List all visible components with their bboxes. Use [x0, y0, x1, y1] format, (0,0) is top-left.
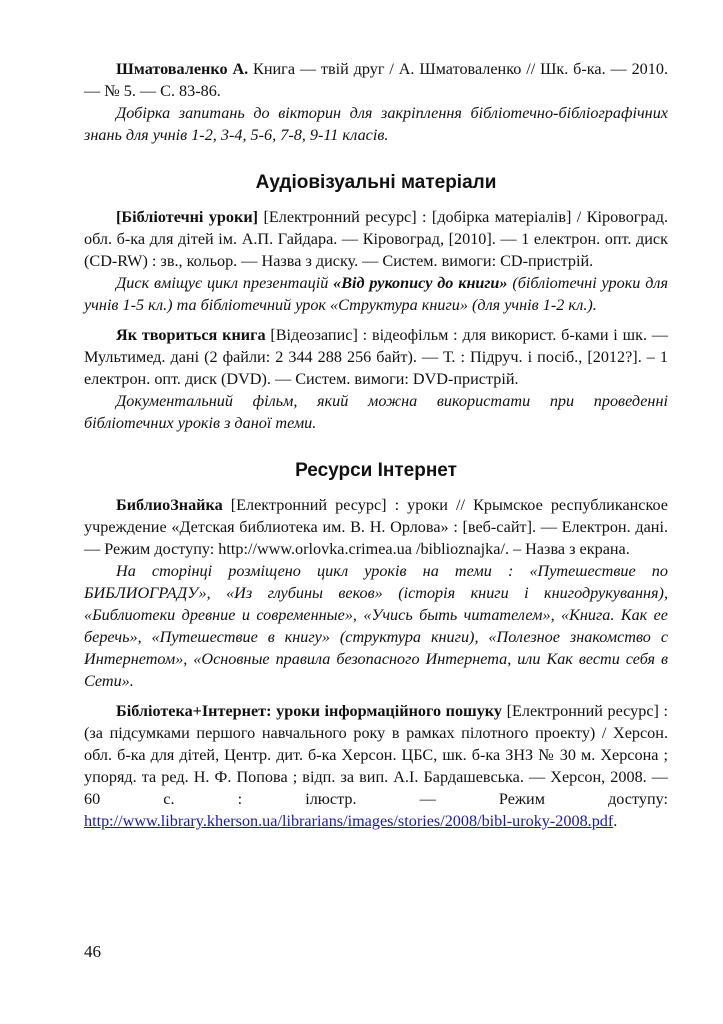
annotation-text: Диск вміщує цикл презентацій: [116, 274, 334, 292]
annotation-text: (бібліотечні уроки для учнів 1-5 кл.) та бібліотечний урок «Структура книги» (для учнів 1-2 кл.).: [84, 274, 668, 314]
bibliography-entry: [84, 206, 668, 272]
entry-body: [Електронний ресурс] : уроки // Крымское республиканское учреждение «Детская библиотека им. В. Н. Орлова» : [веб-сайт]. — Електрон. дані. — Режим доступу: http://www.orlovka.crimea.ua /biblioznajka/. – Назва з екрана.: [84, 496, 668, 558]
entry-title: Як твориться книга: [116, 326, 266, 344]
page-number: 46: [84, 942, 101, 961]
bibliography-entry: [84, 700, 668, 832]
entry-body: [Електронний ресурс] : [добірка матеріалів] / Кіровоград. обл. б-ка для дітей ім. А.П. Гайдара. — Кіровоград, [2010]. — 1 електрон. опт. диск (CD-RW) : зв., кольор. — Назва з диску. — Систем. вимоги: CD-пристрій.: [84, 208, 668, 270]
bibliography-entry: [84, 494, 668, 560]
page-content: [84, 58, 668, 832]
entry-body: [Відеозапис] : відеофільм : для використ. б-ками і шк. — Мультимед. дані (2 файли: 2 344 288 256 байт). — Т. : Підруч. і посіб., [2012?]. – 1 електрон. опт. диск (DVD). — Систем. вимоги: DVD-пристрій.: [84, 326, 668, 388]
annotation-emphasis: «Від рукопису до книги»: [333, 274, 508, 292]
entry-title: [Бібліотечні уроки]: [116, 208, 259, 226]
entry-title: Бібліотека+Інтернет: уроки інформаційного пошуку: [116, 702, 502, 720]
resource-link[interactable]: http://www.library.kherson.ua/librarians/images/stories/2008/bibl-uroky-2008.pdf: [84, 812, 614, 830]
section-heading: Аудіовізуальні матеріали: [255, 172, 497, 193]
entry-annotation: На сторінці розміщено цикл уроків на теми : «Путешествие по БИБЛИОГРАДУ», «Из глубины веков» (історія книги і книгодрукування), «Библиотеки древние и современные», «Учись быть читателем», «Книга. Как ее беречь», «Путешествие в книгу» (структура книги), «Полезное знакомство с Интернетом», «Основные правила безопасного Интернета, или Как вести себя в Сети».: [84, 562, 668, 690]
entry-annotation: Документальний фільм, який можна використати при проведенні бібліотечних уроків з даної теми.: [84, 392, 668, 432]
entry-annotation: Добірка запитань до вікторин для закріплення бібліотечно-бібліографічних знань для учнів 1-2, 3-4, 5-6, 7-8, 9-11 класів.: [84, 104, 668, 144]
section-heading: Ресурси Інтернет: [295, 460, 457, 481]
bibliography-entry: [84, 58, 668, 102]
entry-body: Книга — твій друг / А. Шматоваленко // Шк. б-ка. — 2010. — № 5. — С. 83-86.: [84, 60, 669, 100]
entry-title: Шматоваленко А.: [116, 60, 249, 78]
entry-tail: .: [613, 812, 618, 830]
entry-annotation: [84, 272, 668, 316]
entry-title: БиблиоЗнайка: [116, 496, 223, 514]
bibliography-entry: [84, 324, 668, 390]
entry-body: [Електронний ресурс] : (за підсумками першого навчального року в рамках пілотного проекту) / Херсон. обл. б-ка для дітей, Центр. дит. б-ка Херсон. ЦБС, шк. б-ка ЗНЗ № 30 м. Херсона ; упоряд. та ред. Н. Ф. Попова ; відп. за вип. А.І. Бардашевська. — Херсон, 2008. — 60 с. : ілюстр. — Режим доступу:: [84, 702, 668, 808]
